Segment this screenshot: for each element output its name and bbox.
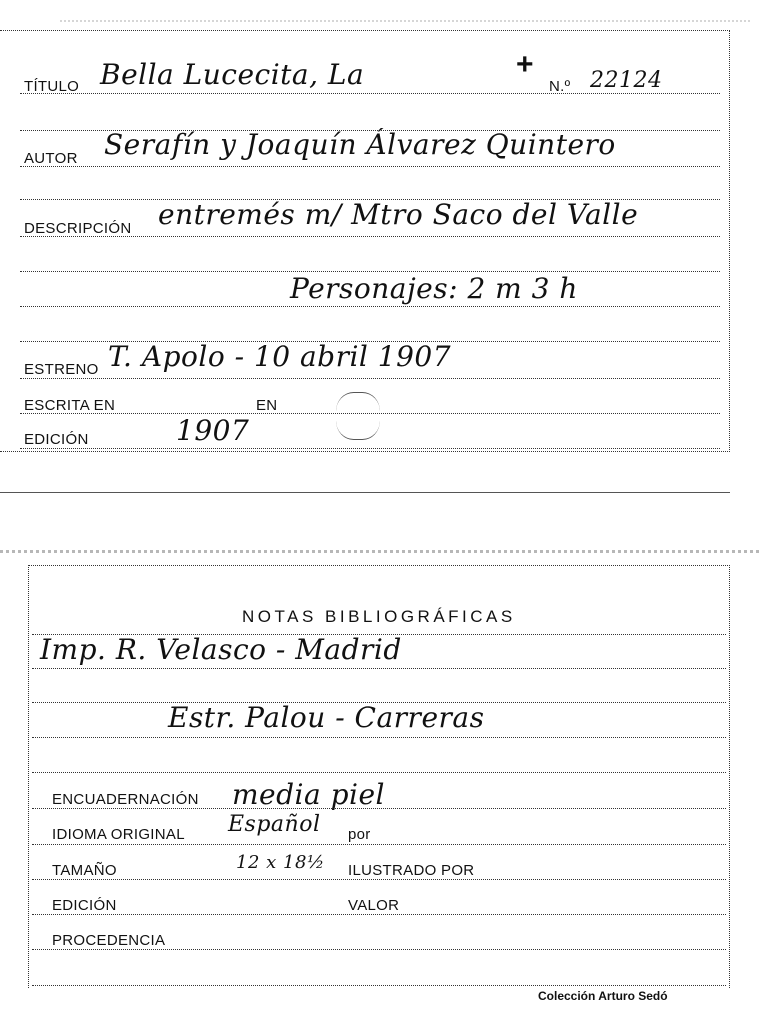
tamano-value: 12 x 18½ [236,852,325,873]
top-scan-noise [60,6,750,22]
descripcion-value: entremés m/ Mtro Saco del Valle [158,198,639,231]
rule-autor [20,166,720,167]
titulo-label: TÍTULO [24,78,80,95]
rule-nota1 [32,668,726,669]
idioma-label: IDIOMA ORIGINAL [52,826,185,843]
encuadernacion-value: media piel [232,778,385,811]
personajes-value: Personajes: 2 m 3 h [290,272,578,305]
rule-tamano [32,879,726,880]
edicion-label: EDICIÓN [24,431,89,448]
procedencia-label: PROCEDENCIA [52,932,166,949]
rule-titulo [20,93,720,94]
catalog-card-notes [28,565,730,988]
encuadernacion-label: ENCUADERNACIÓN [52,791,199,808]
numero-value: 22124 [590,68,663,93]
cross-mark: + [516,48,534,81]
rule-idioma [32,844,726,845]
rule [32,772,726,773]
nota-imprenta: Imp. R. Velasco - Madrid [40,633,402,666]
rule-edicion [20,448,720,449]
ilustrado-label: ILUSTRADO POR [348,862,475,879]
edicion-value: 1907 [176,414,250,447]
edicion2-label: EDICIÓN [52,897,117,914]
notas-heading: NOTAS BIBLIOGRÁFICAS [242,607,516,626]
numero-label: N.º [549,78,571,95]
rule-personajes [20,306,720,307]
rule [32,985,726,986]
rule-procedencia [32,949,726,950]
estreno-label: ESTRENO [24,361,99,378]
tamano-label: TAMAÑO [52,862,117,879]
valor-label: VALOR [348,897,400,914]
collection-credit: Colección Arturo Sedó [538,989,668,1003]
autor-value: Serafín y Joaquín Álvarez Quintero [104,128,616,161]
faded-stamp [336,392,380,440]
rule-estreno [20,378,720,379]
nota-estreno: Estr. Palou - Carreras [168,701,485,734]
idioma-value: Español [228,812,321,837]
rule-nota2 [32,737,726,738]
escrita-en-label: ESCRITA EN [24,397,116,414]
mid-scan-noise [0,540,759,553]
estreno-value: T. Apolo - 10 abril 1907 [108,340,452,373]
por-label: por [348,826,371,843]
en-label: EN [256,397,278,414]
rule-edicion [32,914,726,915]
card-separator [0,492,730,493]
descripcion-label: DESCRIPCIÓN [24,220,132,237]
autor-label: AUTOR [24,150,78,167]
titulo-value: Bella Lucecita, La [100,58,365,91]
